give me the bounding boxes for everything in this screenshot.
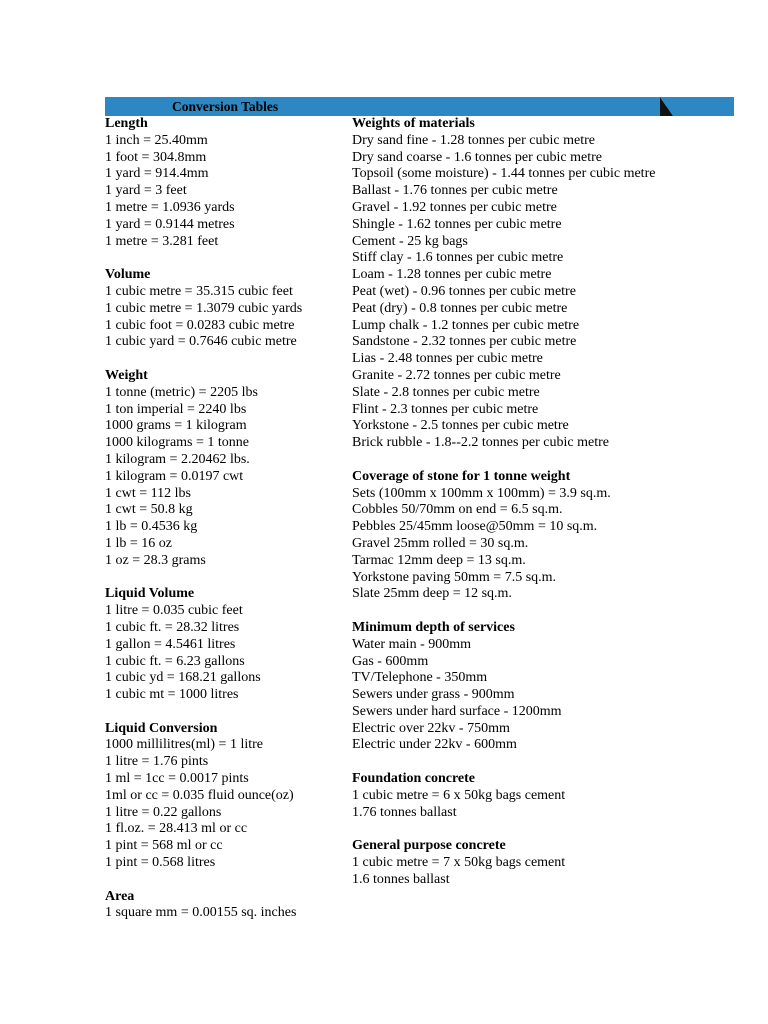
conversion-line: 1 yard = 3 feet bbox=[105, 183, 187, 199]
conversion-line: Yorkstone paving 50mm = 7.5 sq.m. bbox=[352, 569, 557, 585]
conversion-line: 1 metre = 3.281 feet bbox=[105, 233, 219, 249]
section-spacer bbox=[105, 704, 345, 721]
conversion-line: 1 kilogram = 0.0197 cwt bbox=[105, 468, 244, 484]
conversion-line: 1 litre = 0.035 cubic feet bbox=[105, 603, 243, 619]
conversion-line: 1 fl.oz. = 28.413 ml or cc bbox=[105, 821, 248, 837]
conversion-line: 1 cubic metre = 7 x 50kg bags cement bbox=[352, 855, 566, 871]
conversion-line: 1 cubic metre = 6 x 50kg bags cement bbox=[352, 787, 566, 803]
section-heading: Foundation concrete bbox=[352, 771, 476, 787]
conversion-line: 1.6 tonnes ballast bbox=[352, 871, 450, 887]
left-column bbox=[105, 116, 345, 922]
conversion-line: 1.76 tonnes ballast bbox=[352, 804, 457, 820]
section-spacer bbox=[352, 603, 742, 620]
section-volume bbox=[105, 267, 345, 351]
section-heading: Liquid Volume bbox=[105, 586, 195, 602]
conversion-line: Peat (wet) - 0.96 tonnes per cubic metre bbox=[352, 283, 576, 299]
conversion-line: Cobbles 50/70mm on end = 6.5 sq.m. bbox=[352, 502, 563, 518]
conversion-line: Tarmac 12mm deep = 13 sq.m. bbox=[352, 552, 526, 568]
section-foundation-concrete bbox=[352, 771, 742, 821]
conversion-line: 1000 millilitres(ml) = 1 litre bbox=[105, 737, 263, 753]
section-weight bbox=[105, 368, 345, 570]
section-spacer bbox=[105, 570, 345, 587]
section-general-purpose-concrete bbox=[352, 838, 742, 888]
conversion-line: 1000 kilograms = 1 tonne bbox=[105, 435, 249, 451]
conversion-line: Sewers under hard surface - 1200mm bbox=[352, 703, 562, 719]
section-liquid-volume bbox=[105, 586, 345, 704]
conversion-line: Brick rubble - 1.8--2.2 tonnes per cubic metre bbox=[352, 435, 609, 451]
conversion-line: Sandstone - 2.32 tonnes per cubic metre bbox=[352, 334, 577, 350]
conversion-line: 1000 grams = 1 kilogram bbox=[105, 418, 247, 434]
conversion-line: TV/Telephone - 350mm bbox=[352, 670, 488, 686]
section-spacer bbox=[105, 250, 345, 267]
section-spacer bbox=[352, 754, 742, 771]
section-heading: Liquid Conversion bbox=[105, 720, 218, 736]
conversion-line: Electric over 22kv - 750mm bbox=[352, 720, 510, 736]
conversion-line: Yorkstone - 2.5 tonnes per cubic metre bbox=[352, 418, 569, 434]
conversion-line: Stiff clay - 1.6 tonnes per cubic metre bbox=[352, 250, 564, 266]
page-corner-icon bbox=[660, 97, 673, 116]
section-area bbox=[105, 889, 345, 923]
section-heading: Volume bbox=[105, 267, 151, 283]
conversion-line: Gas - 600mm bbox=[352, 653, 429, 669]
conversion-line: Sewers under grass - 900mm bbox=[352, 687, 515, 703]
conversion-line: Lias - 2.48 tonnes per cubic metre bbox=[352, 351, 543, 367]
conversion-line: Ballast - 1.76 tonnes per cubic metre bbox=[352, 183, 558, 199]
conversion-line: 1 metre = 1.0936 yards bbox=[105, 199, 235, 215]
conversion-line: Gravel 25mm rolled = 30 sq.m. bbox=[352, 535, 529, 551]
conversion-line: Slate - 2.8 tonnes per cubic metre bbox=[352, 384, 540, 400]
section-coverage-of-stone-for-1-tonne-weight bbox=[352, 469, 742, 603]
conversion-line: Cement - 25 kg bags bbox=[352, 233, 468, 249]
conversion-line: 1 pint = 0.568 litres bbox=[105, 855, 216, 871]
section-spacer bbox=[352, 452, 742, 469]
conversion-line: Granite - 2.72 tonnes per cubic metre bbox=[352, 367, 561, 383]
conversion-line: Loam - 1.28 tonnes per cubic metre bbox=[352, 267, 552, 283]
conversion-line: 1 cubic yd = 168.21 gallons bbox=[105, 670, 261, 686]
conversion-line: 1 cwt = 50.8 kg bbox=[105, 502, 193, 518]
conversion-line: 1 cubic ft. = 6.23 gallons bbox=[105, 653, 245, 669]
conversion-line: 1 tonne (metric) = 2205 lbs bbox=[105, 384, 258, 400]
conversion-line: 1 cwt = 112 lbs bbox=[105, 485, 191, 501]
conversion-line: 1 lb = 0.4536 kg bbox=[105, 519, 198, 535]
conversion-line: 1 cubic ft. = 28.32 litres bbox=[105, 619, 240, 635]
conversion-line: Lump chalk - 1.2 tonnes per cubic metre bbox=[352, 317, 580, 333]
conversion-line: Electric under 22kv - 600mm bbox=[352, 737, 517, 753]
conversion-line: Water main - 900mm bbox=[352, 636, 472, 652]
header-bar bbox=[105, 97, 734, 116]
conversion-line: 1 foot = 304.8mm bbox=[105, 149, 207, 165]
conversion-line: 1 lb = 16 oz bbox=[105, 535, 172, 551]
conversion-line: Slate 25mm deep = 12 sq.m. bbox=[352, 586, 512, 602]
section-heading: Weight bbox=[105, 367, 148, 383]
section-weights-of-materials bbox=[352, 116, 742, 452]
conversion-line: 1 cubic metre = 1.3079 cubic yards bbox=[105, 300, 303, 316]
conversion-line: 1 cubic mt = 1000 litres bbox=[105, 687, 239, 703]
conversion-line: 1 oz = 28.3 grams bbox=[105, 552, 206, 568]
conversion-line: Shingle - 1.62 tonnes per cubic metre bbox=[352, 216, 562, 232]
conversion-line: 1 litre = 1.76 pints bbox=[105, 754, 209, 770]
section-spacer bbox=[105, 872, 345, 889]
conversion-line: 1 yard = 0.9144 metres bbox=[105, 216, 235, 232]
conversion-line: 1 litre = 0.22 gallons bbox=[105, 804, 222, 820]
conversion-line: 1 inch = 25.40mm bbox=[105, 132, 208, 148]
conversion-line: 1 cubic foot = 0.0283 cubic metre bbox=[105, 317, 295, 333]
conversion-line: 1 ton imperial = 2240 lbs bbox=[105, 401, 247, 417]
conversion-line: Sets (100mm x 100mm x 100mm) = 3.9 sq.m. bbox=[352, 485, 611, 501]
conversion-line: Gravel - 1.92 tonnes per cubic metre bbox=[352, 199, 557, 215]
conversion-line: Flint - 2.3 tonnes per cubic metre bbox=[352, 401, 539, 417]
conversion-line: 1 gallon = 4.5461 litres bbox=[105, 636, 236, 652]
page-title: Conversion Tables bbox=[172, 99, 279, 114]
section-heading: Length bbox=[105, 116, 148, 131]
section-heading: Minimum depth of services bbox=[352, 619, 515, 635]
conversion-line: 1 yard = 914.4mm bbox=[105, 166, 209, 182]
conversion-line: Topsoil (some moisture) - 1.44 tonnes per cubic metre bbox=[352, 166, 656, 182]
section-minimum-depth-of-services bbox=[352, 620, 742, 754]
section-heading: Weights of materials bbox=[352, 116, 475, 131]
conversion-line: Dry sand fine - 1.28 tonnes per cubic metre bbox=[352, 132, 595, 148]
conversion-line: 1 pint = 568 ml or cc bbox=[105, 838, 223, 854]
conversion-line: Peat (dry) - 0.8 tonnes per cubic metre bbox=[352, 300, 568, 316]
conversion-line: 1 kilogram = 2.20462 lbs. bbox=[105, 451, 250, 467]
conversion-line: 1 cubic yard = 0.7646 cubic metre bbox=[105, 334, 297, 350]
section-spacer bbox=[105, 351, 345, 368]
conversion-line: Pebbles 25/45mm loose@50mm = 10 sq.m. bbox=[352, 519, 598, 535]
section-heading: Coverage of stone for 1 tonne weight bbox=[352, 468, 571, 484]
conversion-line: 1 square mm = 0.00155 sq. inches bbox=[105, 905, 297, 921]
section-length bbox=[105, 116, 345, 250]
conversion-line: Dry sand coarse - 1.6 tonnes per cubic metre bbox=[352, 149, 602, 165]
section-heading: General purpose concrete bbox=[352, 838, 506, 854]
conversion-line: 1 cubic metre = 35.315 cubic feet bbox=[105, 283, 293, 299]
conversion-line: 1 ml = 1cc = 0.0017 pints bbox=[105, 771, 249, 787]
section-heading: Area bbox=[105, 888, 135, 904]
section-liquid-conversion bbox=[105, 721, 345, 872]
conversion-line: 1ml or cc = 0.035 fluid ounce(oz) bbox=[105, 787, 294, 803]
right-column bbox=[352, 116, 742, 889]
section-spacer bbox=[352, 821, 742, 838]
